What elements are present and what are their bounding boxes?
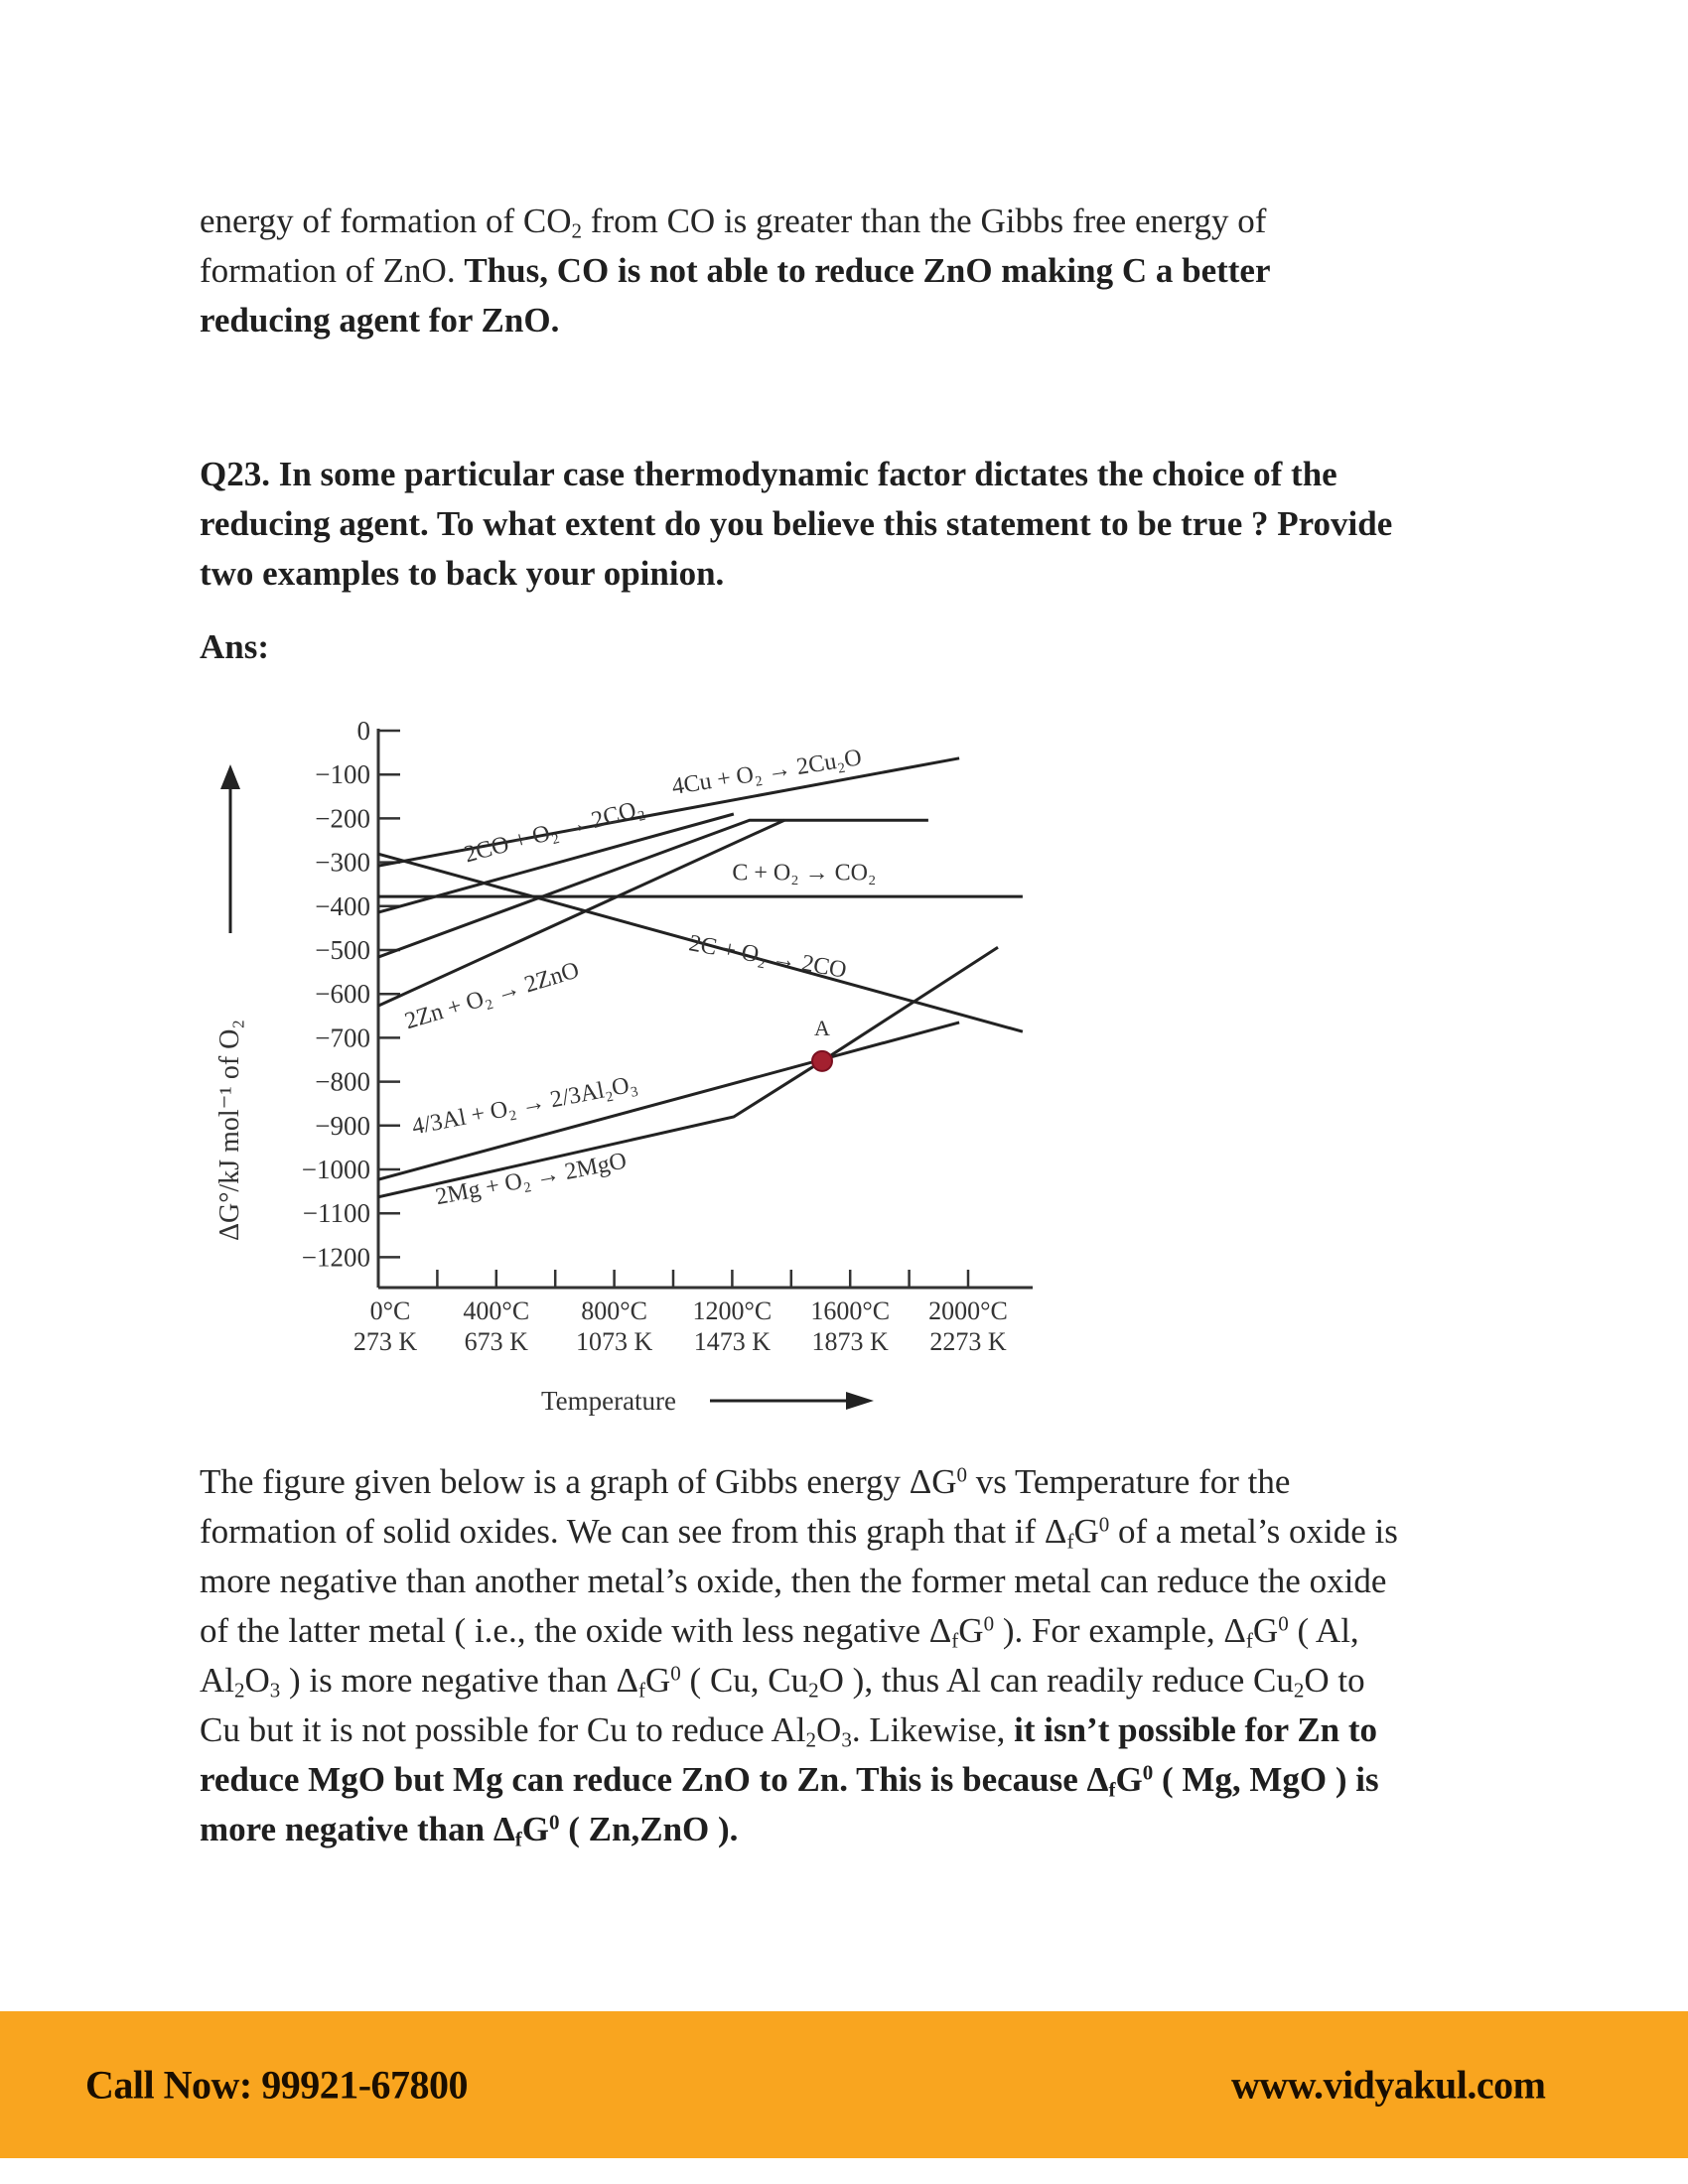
svg-text:Temperature: Temperature	[541, 1386, 677, 1416]
series-line	[378, 820, 784, 1006]
series-line	[378, 814, 734, 912]
y-tick-label: 0	[356, 716, 370, 746]
x-tick-label-kelvin: 2273 K	[929, 1327, 1007, 1356]
x-tick-label-celsius: 400°C	[463, 1297, 530, 1325]
x-tick-label-kelvin: 673 K	[464, 1327, 528, 1356]
series-label: 2Zn + O₂ → 2ZnO	[401, 957, 583, 1035]
series-label: 2C + O₂ → 2CO	[686, 930, 849, 984]
series-label: 4/3Al + O₂ → 2/3Al₂O₃	[409, 1070, 640, 1141]
y-tick-label: −900	[315, 1110, 370, 1141]
y-tick-label: −1200	[301, 1242, 370, 1273]
arrow-right-icon	[846, 1392, 874, 1410]
question-line: reducing agent. To what extent do you believe this statement to be true ? Provide	[200, 504, 1393, 543]
text-line: formation of solid oxides. We can see from this graph that if $\Delta_fG^0$ of a metal’s oxide is	[200, 1512, 1398, 1554]
text-line: more negative than another metal’s oxide, then the former metal can reduce the oxide	[200, 1562, 1387, 1600]
x-tick-label-celsius: 2000°C	[928, 1297, 1008, 1325]
series-label: 2CO + O₂ → 2CO₂	[461, 795, 647, 869]
series-line	[378, 758, 959, 869]
explanation-paragraph	[200, 1457, 1520, 1854]
call-now-text: Call Now: 99921-67800	[85, 2062, 469, 2108]
y-tick-label: −1000	[301, 1155, 370, 1184]
arrow-up-icon	[220, 764, 240, 789]
y-tick-label: −100	[315, 759, 370, 790]
y-tick-label: −700	[315, 1023, 370, 1053]
question-line: Q23. In some particular case thermodynamic factor dictates the choice of the	[200, 455, 1337, 493]
text-line: reduce MgO but Mg can reduce ZnO to Zn. This is because $\Delta_fG^0$ ( Mg, MgO ) is	[200, 1760, 1379, 1802]
text-line: formation of ZnO. Thus, CO is not able to reduce ZnO making C a better	[200, 251, 1271, 290]
series-line	[378, 947, 998, 1197]
axes	[302, 716, 1033, 1356]
y-tick-label: −400	[315, 890, 370, 921]
x-axis-title	[541, 1386, 874, 1416]
y-tick-label: −800	[315, 1066, 370, 1097]
text-line: Cu but it is not possible for Cu to reduce $Al_2O_3$. Likewise, it isn’t possible for Zn to	[200, 1710, 1378, 1752]
website-link[interactable]: www.vidyakul.com	[1231, 2062, 1546, 2108]
series-label: C + O₂ → CO₂	[732, 860, 877, 887]
text-line: of the latter metal ( i.e., the oxide with less negative $\Delta_fG^0$ ). For example, $\Delta_fG^0$ ( Al,	[200, 1611, 1359, 1653]
text-line: more negative than $\Delta_fG^0$ ( Zn,ZnO ).	[200, 1810, 739, 1851]
text-line: reducing agent for ZnO.	[200, 301, 560, 340]
x-tick-label-celsius: 1200°C	[692, 1297, 773, 1325]
x-tick-label-celsius: 1600°C	[810, 1297, 891, 1325]
text-line: The figure given below is a graph of Gibbs energy $\Delta G^0$ vs Temperature for the	[200, 1462, 1291, 1501]
y-tick-label: −500	[315, 935, 370, 965]
x-tick-label-kelvin: 1873 K	[811, 1327, 889, 1356]
series-label: 2Mg + O₂ → 2MgO	[433, 1148, 630, 1211]
question-line: two examples to back your opinion.	[200, 554, 725, 593]
x-tick-label-kelvin: 1073 K	[575, 1327, 653, 1356]
y-axis-label	[214, 764, 245, 1241]
x-tick-label-kelvin: 1473 K	[693, 1327, 772, 1356]
y-tick-label: −1100	[302, 1198, 370, 1229]
question-heading	[200, 450, 1520, 599]
intro-paragraph	[200, 197, 1520, 345]
x-tick-label-celsius: 800°C	[581, 1297, 647, 1325]
y-tick-label: −200	[315, 803, 370, 834]
series-lines	[378, 758, 1023, 1197]
series-line	[378, 820, 928, 957]
answer-label: Ans:	[200, 627, 270, 666]
text-line: energy of formation of $CO_2$ from CO is greater than the Gibbs free energy of	[200, 202, 1267, 243]
x-tick-label-celsius: 0°C	[369, 1297, 411, 1325]
footer-banner	[0, 2011, 1688, 2158]
series-label: 4Cu + O₂ → 2Cu₂O	[669, 745, 864, 801]
point-a-marker	[812, 1051, 832, 1071]
annotations	[812, 1016, 832, 1071]
series-line	[378, 854, 1023, 1031]
series-labels	[402, 745, 877, 1210]
y-tick-label: −600	[315, 979, 370, 1010]
text-line: $Al_2O_3$ ) is more negative than $\Delta_fG^0$ ( Cu, $Cu_2O$ ), thus Al can readily reduce $Cu_2O$ to	[200, 1661, 1365, 1703]
series-line	[378, 1023, 959, 1179]
y-axis-title: ΔG°/kJ mol⁻¹ of O₂	[214, 1019, 245, 1241]
point-a-label: A	[813, 1015, 830, 1040]
x-tick-label-kelvin: 273 K	[352, 1327, 418, 1356]
y-tick-label: −300	[315, 847, 370, 878]
